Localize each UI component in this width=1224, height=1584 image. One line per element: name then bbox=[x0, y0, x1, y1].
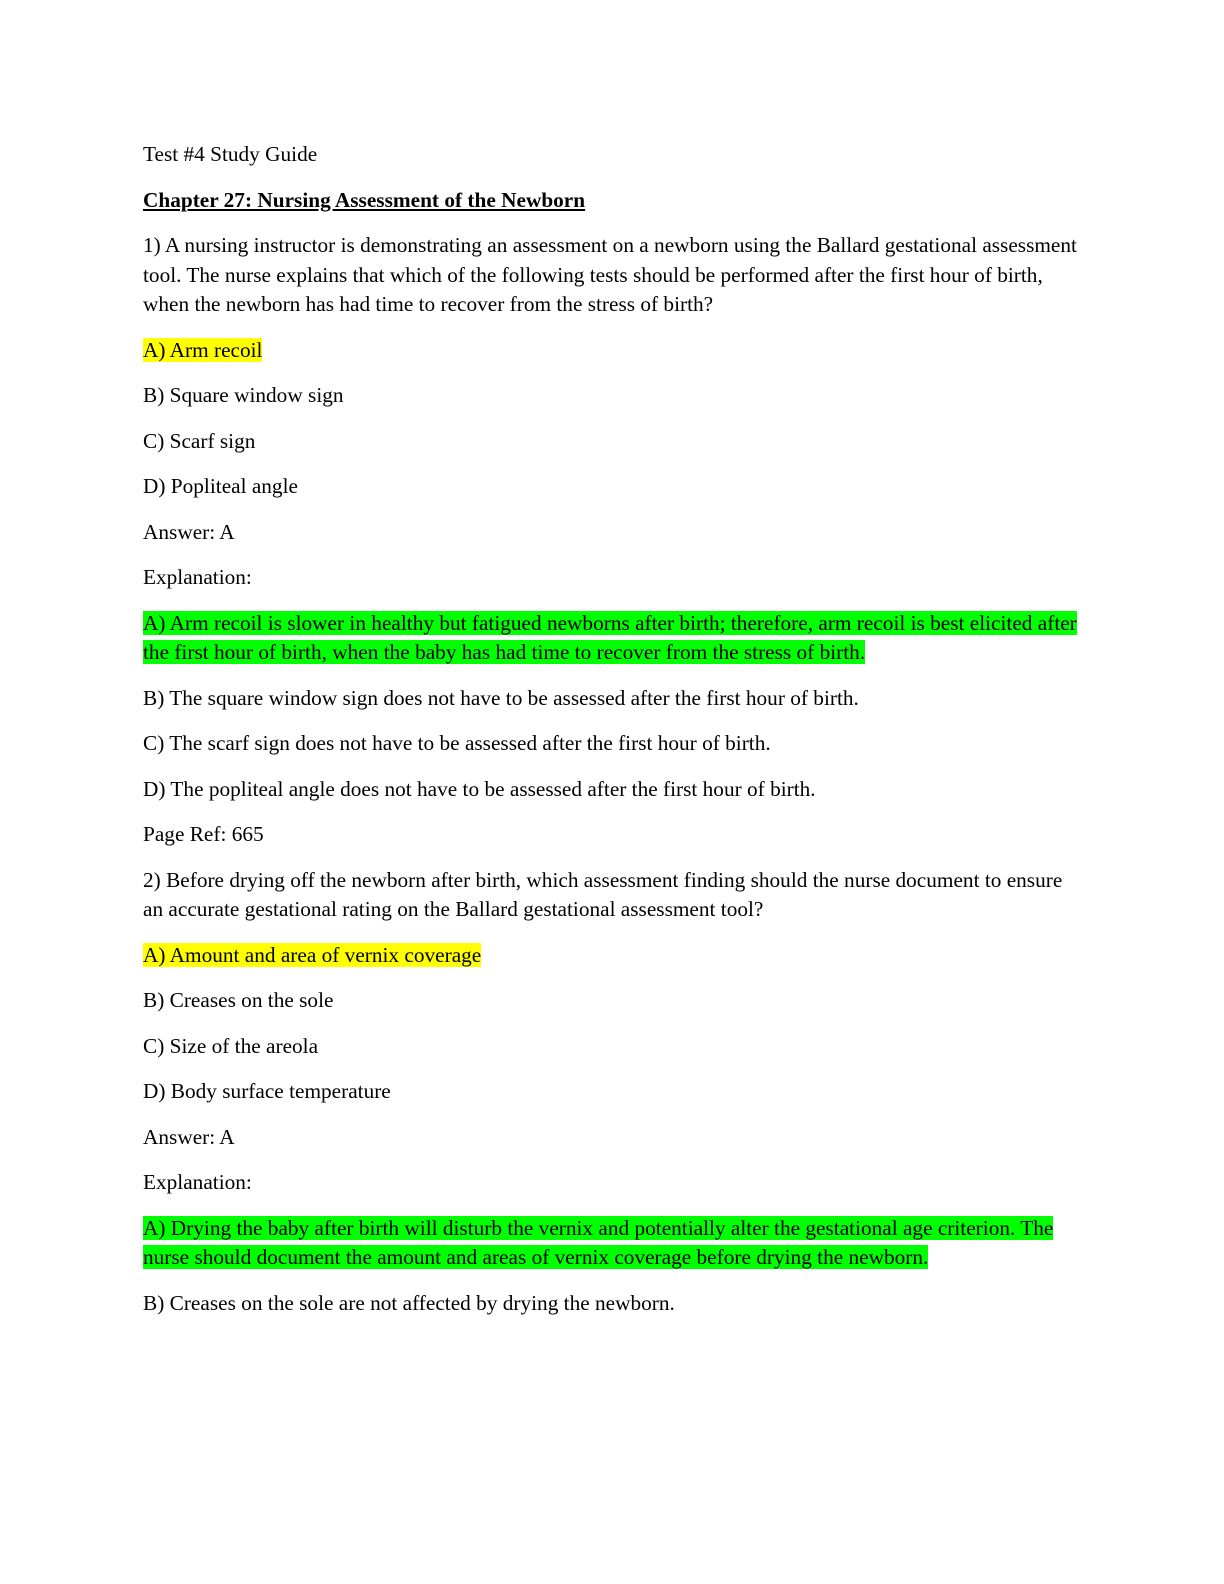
q1-option-b: B) Square window sign bbox=[143, 383, 344, 407]
question-2: 2) Before drying off the newborn after birth, which assessment finding should the nurse document to ensure an accurate gestational rating on the Ballard gestational assessment tool? bbox=[143, 867, 1063, 921]
document-title: Test #4 Study Guide bbox=[143, 142, 318, 166]
q1-answer: Answer: A bbox=[143, 519, 235, 544]
q2-option-d: D) Body surface temperature bbox=[143, 1079, 391, 1103]
q2-explanation-a bbox=[143, 1214, 1083, 1273]
q1-option-d: D) Popliteal angle bbox=[143, 474, 298, 498]
q1-explanation-b: B) The square window sign does not have to be assessed after the first hour of birth. bbox=[143, 685, 859, 710]
q2-option-c: C) Size of the areola bbox=[143, 1033, 319, 1058]
q1-correct-option-highlight: A) Arm recoil bbox=[143, 337, 263, 362]
document-page bbox=[143, 140, 1083, 1334]
q2-explanation-highlight: A) Drying the baby after birth will disturb the vernix and potentially alter the gestational age criterion. The nurse should document the amount and areas of vernix coverage before drying the newborn. bbox=[143, 1215, 1054, 1269]
q1-explanation-label: Explanation: bbox=[143, 565, 252, 589]
q1-explanation-d: D) The popliteal angle does not have to be assessed after the first hour of birth. bbox=[143, 776, 816, 801]
question-1: 1) A nursing instructor is demonstrating an assessment on a newborn using the Ballard gestational assessment tool. The nurse explains that which of the following tests should be performed after the first hour of birth, when the newborn has had time to recover from the stress of birth? bbox=[143, 233, 1077, 316]
q1-option-a bbox=[143, 336, 1083, 366]
chapter-heading: Chapter 27: Nursing Assessment of the Newborn bbox=[143, 187, 586, 212]
q2-explanation-label: Explanation: bbox=[143, 1170, 252, 1194]
q2-correct-option-highlight: A) Amount and area of vernix coverage bbox=[143, 942, 482, 967]
q2-option-b: B) Creases on the sole bbox=[143, 988, 334, 1012]
q1-page-ref: Page Ref: 665 bbox=[143, 822, 264, 846]
q1-explanation-highlight: A) Arm recoil is slower in healthy but fatigued newborns after birth; therefore, arm recoil is best elicited after the first hour of birth, when the baby has had time to recover from the stress of birth. bbox=[143, 610, 1077, 664]
q1-option-c: C) Scarf sign bbox=[143, 428, 256, 453]
q2-option-a bbox=[143, 941, 1083, 971]
q1-explanation-a bbox=[143, 609, 1083, 668]
q2-explanation-b: B) Creases on the sole are not affected by drying the newborn. bbox=[143, 1290, 675, 1315]
q2-answer: Answer: A bbox=[143, 1124, 235, 1149]
q1-explanation-c: C) The scarf sign does not have to be assessed after the first hour of birth. bbox=[143, 731, 771, 755]
